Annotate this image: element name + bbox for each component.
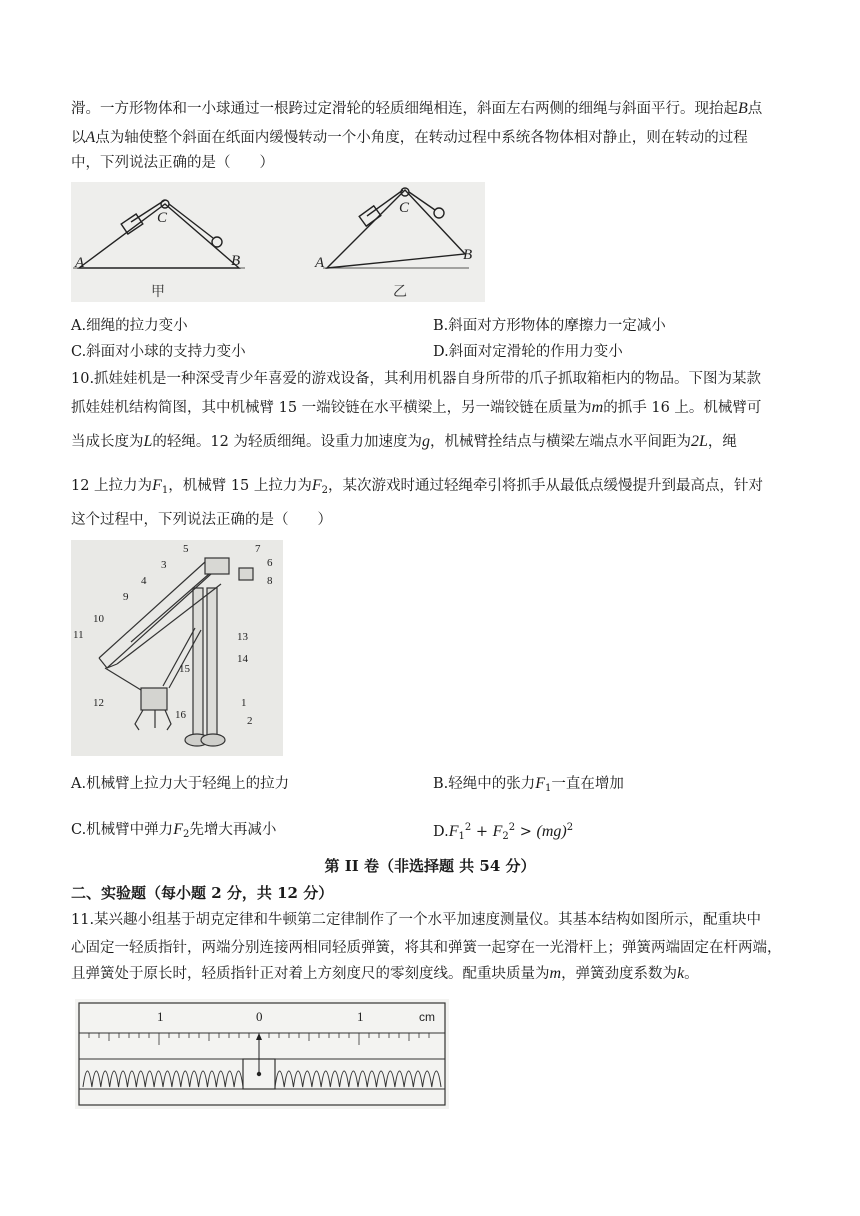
q10-option-c: C.机械臂中弹力$F_2$先增大再减小 bbox=[71, 821, 277, 840]
q10-claw-machine-figure bbox=[71, 540, 283, 756]
fig-jia-label-C: C bbox=[157, 210, 168, 226]
q10-line5: 这个过程中，下列说法正确的是（ ） bbox=[71, 512, 332, 528]
q9-line1: 滑。一方形物体和一小球通过一根跨过定滑轮的轻质细绳相连，斜面左右两侧的细绳与斜面平行。现抬起B点 bbox=[71, 100, 763, 117]
q11-line3: 且弹簧处于原长时，轻质指针正对着上方刻度尺的零刻度线。配重块质量为m，弹簧劲度系数为k。 bbox=[71, 965, 699, 982]
q9-line3: 中，下列说法正确的是（ ） bbox=[71, 155, 274, 171]
claw-label-9: 9 bbox=[123, 591, 129, 603]
claw-label-5: 5 bbox=[183, 543, 189, 555]
q10-line1: 10.抓娃娃机是一种深受青少年喜爱的游戏设备，其利用机器自身所带的爪子抓取箱柜内的物品。下图为某款 bbox=[71, 371, 762, 387]
q10-option-b: B.轻绳中的张力$F_1$一直在增加 bbox=[433, 775, 624, 794]
fig-yi-label-A: A bbox=[315, 255, 325, 271]
fig-jia-label-B: B bbox=[231, 253, 241, 269]
section-2-heading: 二、实验题（每小题 2 分，共 12 分） bbox=[71, 884, 334, 902]
q11-line1: 11.某兴趣小组基于胡克定律和牛顿第二定律制作了一个水平加速度测量仪。其基本结构如图所示，配重块中 bbox=[71, 912, 762, 928]
q10-option-a: A.机械臂上拉力大于轻绳上的拉力 bbox=[71, 776, 290, 792]
claw-label-12: 12 bbox=[93, 697, 104, 709]
q9-option-c: C.斜面对小球的支持力变小 bbox=[71, 344, 246, 360]
claw-label-1: 1 bbox=[241, 697, 247, 709]
claw-label-11: 11 bbox=[73, 629, 84, 641]
fig-caption-jia: 甲 bbox=[151, 284, 165, 300]
spring-left bbox=[83, 1071, 243, 1087]
claw-label-13: 13 bbox=[237, 631, 248, 643]
fig-caption-yi: 乙 bbox=[393, 284, 407, 300]
claw-label-2: 2 bbox=[247, 715, 253, 727]
q9-line2: 以A点为轴使整个斜面在纸面内缓慢转动一个小角度，在转动过程中系统各物体相对静止，则在转动的过程 bbox=[71, 129, 748, 146]
claw-label-6: 6 bbox=[267, 557, 273, 569]
fig-jia-label-A: A bbox=[75, 255, 85, 271]
spring-right bbox=[275, 1071, 441, 1087]
ruler-label-zero: 0 bbox=[256, 1009, 263, 1024]
ruler-label-right-1: 1 bbox=[357, 1009, 364, 1024]
claw-label-15: 15 bbox=[179, 663, 190, 675]
ruler-unit: cm bbox=[419, 1010, 435, 1024]
ruler-label-left-1: 1 bbox=[157, 1009, 164, 1024]
fig-yi-label-C: C bbox=[399, 200, 410, 216]
q9-incline-figure bbox=[71, 182, 485, 302]
fig-yi-label-B: B bbox=[463, 247, 473, 263]
claw-label-8: 8 bbox=[267, 575, 273, 587]
claw-label-7: 7 bbox=[255, 543, 261, 555]
q11-ruler-figure bbox=[75, 999, 449, 1109]
q10-line4: 12 上拉力为$F_1$，机械臂 15 上拉力为$F_2$，某次游戏时通过轻绳牵引将抓手从最低点缓慢提升到最高点，针对 bbox=[71, 477, 764, 496]
claw-label-4: 4 bbox=[141, 575, 147, 587]
claw-label-3: 3 bbox=[161, 559, 167, 571]
claw-label-16: 16 bbox=[175, 709, 186, 721]
q10-option-d: $D.F_1^2 + F_2^2 > (mg)^2$ bbox=[433, 822, 574, 842]
q9-option-b: B.斜面对方形物体的摩擦力一定减小 bbox=[433, 318, 666, 334]
q9-option-a: A.细绳的拉力变小 bbox=[71, 318, 188, 334]
section-2-title: 第 II 卷（非选择题 共 54 分） bbox=[324, 857, 536, 875]
q10-line2: 抓娃娃机结构简图，其中机械臂 15 一端铰链在水平横梁上，另一端铰链在质量为m的抓手 16 上。机械臂可 bbox=[71, 399, 762, 416]
q10-line3: 当成长度为L的轻绳。12 为轻质细绳。设重力加速度为g，机械臂拴结点与横梁左端点水平间距为2L，绳 bbox=[71, 433, 737, 450]
q9-option-d: D.斜面对定滑轮的作用力变小 bbox=[433, 344, 623, 360]
claw-label-10: 10 bbox=[93, 613, 104, 625]
claw-label-14: 14 bbox=[237, 653, 248, 665]
q11-line2: 心固定一轻质指针，两端分别连接两相同轻质弹簧，将其和弹簧一起穿在一光滑杆上；弹簧两端固定在杆两端， bbox=[71, 940, 782, 956]
